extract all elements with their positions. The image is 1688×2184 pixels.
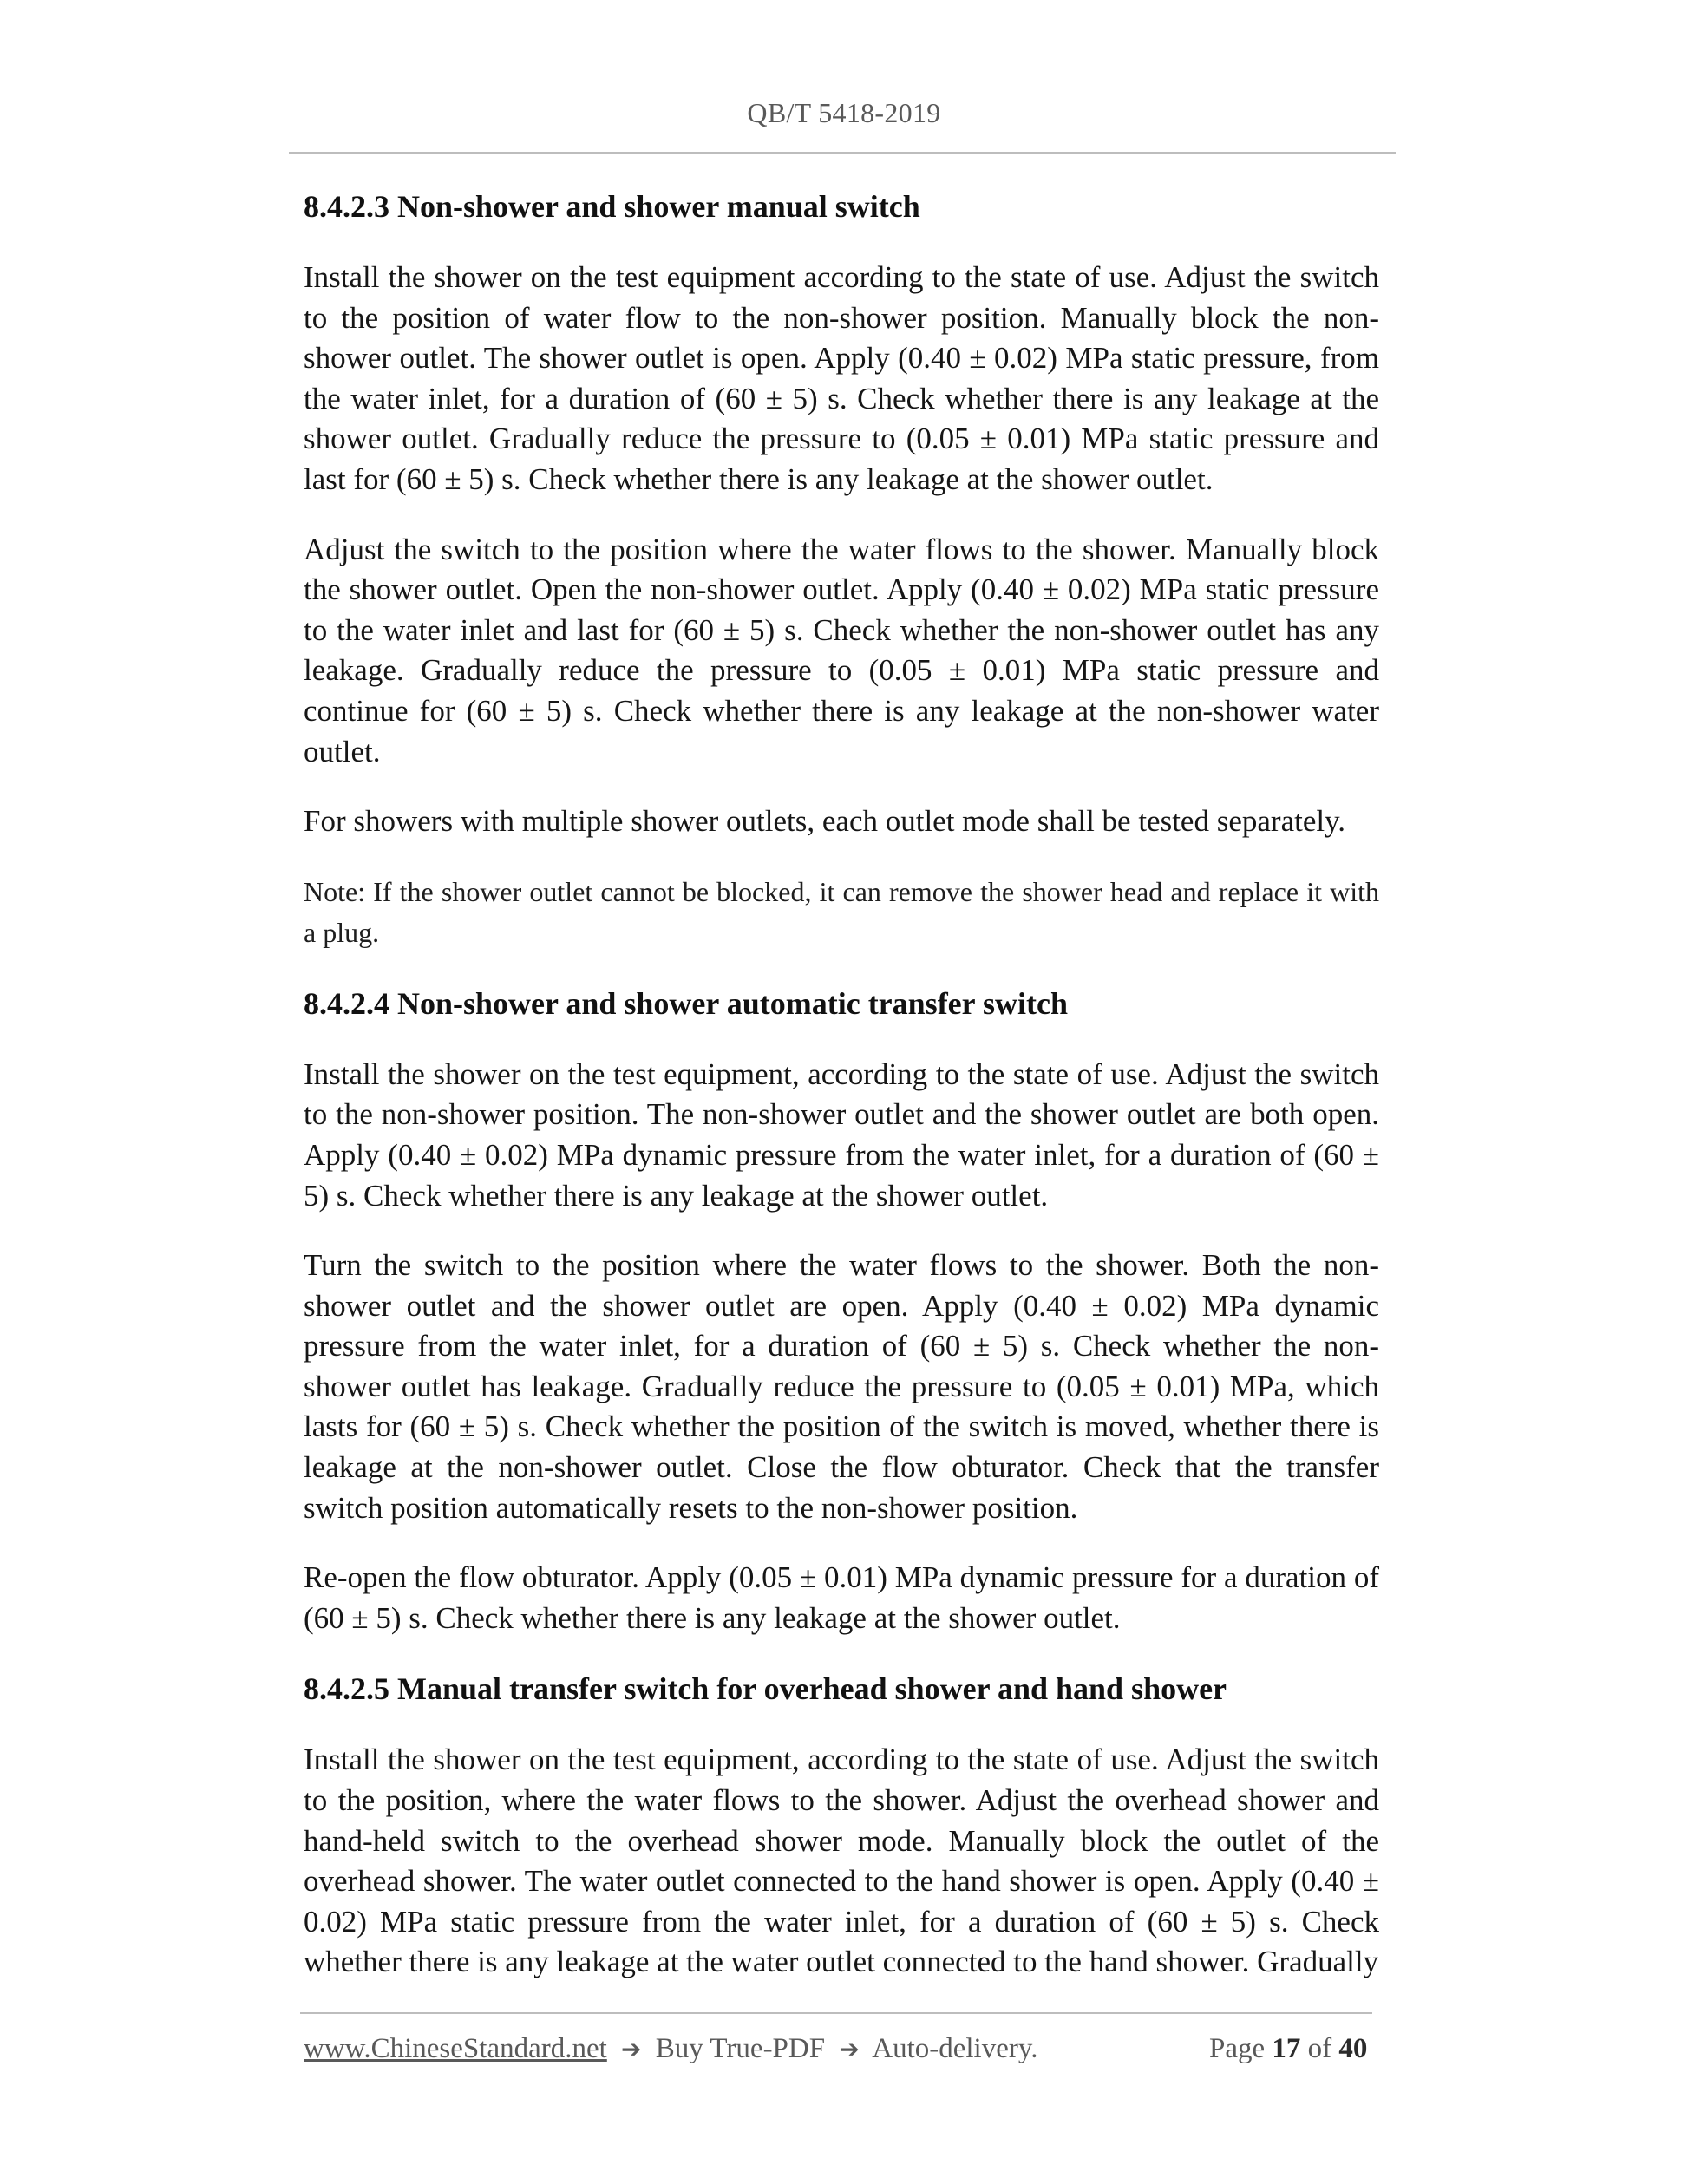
header-divider <box>289 152 1396 154</box>
paragraph: Install the shower on the test equipment, according to the state of use. Adjust the switch to the position, where the water flows to the shower. Adjust the overhead shower and hand-held switch to the overhead shower mode. Manually block the outlet of the overhead shower. The water outlet connected to the hand shower is open. Apply (0.40 ± 0.02) MPa static pressure from the water inlet, for a duration of (60 ± 5) s. Check whether there is any leakage at the water outlet connected to the hand shower. Gradually <box>304 1743 1379 1979</box>
current-page: 17 <box>1272 2033 1301 2064</box>
paragraph: Re-open the flow obturator. Apply (0.05 ± 0.01) MPa dynamic pressure for a duration of (60 ± 5) s. Check whether there is any leakage at the shower outlet. <box>304 1560 1379 1635</box>
page-number <box>1209 2033 1367 2065</box>
section-heading-8-4-2-3: 8.4.2.3 Non-shower and shower manual switch <box>304 189 920 224</box>
note: Note: If the shower outlet cannot be blocked, it can remove the shower head and replace it with a plug. <box>304 875 1379 948</box>
delivery-text: Auto-delivery. <box>872 2033 1038 2064</box>
total-pages: 40 <box>1338 2033 1368 2064</box>
website-link[interactable]: www.ChineseStandard.net <box>304 2033 607 2064</box>
paragraph: Turn the switch to the position where the water flows to the shower. Both the non-shower outlet and the shower outlet are open. Apply (0.40 ± 0.02) MPa dynamic pressure from the water inlet, for a duration of (60 ± 5) s. Check whether the non-shower outlet has leakage. Gradually reduce the pressure to (0.05 ± 0.01) MPa, which lasts for (60 ± 5) s. Check whether the position of the switch is moved, whether there is leakage at the non-shower outlet. Close the flow obturator. Check that the transfer switch position automatically resets to the non-shower position. <box>304 1248 1379 1525</box>
paragraph: For showers with multiple shower outlets, each outlet mode shall be tested separately. <box>304 804 1346 839</box>
right-arrow-icon: ➔ <box>839 2035 860 2063</box>
page-of-label: of <box>1307 2033 1332 2064</box>
section-heading-8-4-2-4: 8.4.2.4 Non-shower and shower automatic transfer switch <box>304 985 1068 1021</box>
paragraph: Install the shower on the test equipment, according to the state of use. Adjust the switch to the non-shower position. The non-shower outlet and the shower outlet are both open. Apply (0.40 ± 0.02) MPa dynamic pressure from the water inlet, for a duration of (60 ± 5) s. Check whether there is any leakage at the shower outlet. <box>304 1056 1379 1213</box>
section-heading-8-4-2-5: 8.4.2.5 Manual transfer switch for overhead shower and hand shower <box>304 1671 1227 1707</box>
footer-promo <box>304 2033 1037 2065</box>
footer-divider <box>300 2012 1372 2014</box>
paragraph: Install the shower on the test equipment according to the state of use. Adjust the switch to the position of water flow to the non-shower position. Manually block the non-shower outlet. The shower outlet is open. Apply (0.40 ± 0.02) MPa static pressure, from the water inlet, for a duration of (60 ± 5) s. Check whether there is any leakage at the shower outlet. Gradually reduce the pressure to (0.05 ± 0.01) MPa static pressure and last for (60 ± 5) s. Check whether there is any leakage at the shower outlet. <box>304 260 1379 496</box>
document-code: QB/T 5418-2019 <box>747 97 941 128</box>
right-arrow-icon: ➔ <box>621 2035 642 2063</box>
page-label: Page <box>1209 2033 1266 2064</box>
buy-text: Buy True-PDF <box>655 2033 826 2064</box>
paragraph: Adjust the switch to the position where the water flows to the shower. Manually block the shower outlet. Open the non-shower outlet. Apply (0.40 ± 0.02) MPa static pressure to the water inlet and last for (60 ± 5) s. Check whether the non-shower outlet has any leakage. Gradually reduce the pressure to (0.05 ± 0.01) MPa static pressure and continue for (60 ± 5) s. Check whether there is any leakage at the non-shower water outlet. <box>304 532 1379 768</box>
page-body <box>304 186 1379 1983</box>
